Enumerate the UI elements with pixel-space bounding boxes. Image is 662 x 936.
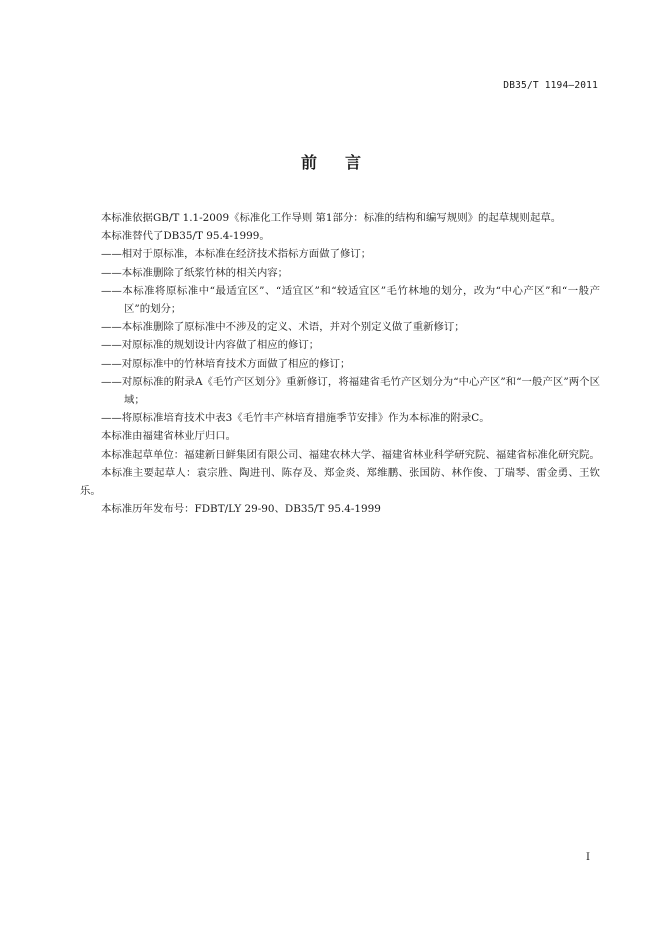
change-item: ——将原标准培育技术中表3《毛竹丰产林培育措施季节安排》作为本标准的附录C。 <box>101 412 490 425</box>
paragraph-drafting-basis: 本标准依据GB/T 1.1-2009《标准化工作导则 第1部分：标准的结构和编写规则》的起草规则起草。 <box>101 212 562 224</box>
page-title <box>0 150 662 173</box>
change-item: ——本标准删除了原标准中不涉及的定义、术语，并对个别定义做了重新修订； <box>101 321 465 334</box>
paragraph-history: 本标准历年发布号：FDBT/LY 29-90、DB35/T 95.4-1999 <box>101 503 381 516</box>
title-char-1: 前 <box>300 153 317 172</box>
paragraph-replaces: 本标准替代了DB35/T 95.4-1999。 <box>101 230 270 243</box>
change-item: ——对原标准的规划设计内容做了相应的修订； <box>101 339 320 352</box>
change-item: ——对原标准的附录A《毛竹产区划分》重新修订，将福建省毛竹产区划分为“中心产区”和“一般产区”两个区域； <box>101 375 600 407</box>
change-item: ——相对于原标准，本标准在经济技术指标方面做了修订； <box>101 248 372 261</box>
change-item: ——本标准将原标准中“最适宜区”、“适宜区”和“较适宜区”毛竹林地的划分，改为“中心产区”和“一般产区”的划分； <box>101 284 600 316</box>
foreword-body <box>80 209 600 518</box>
paragraph-drafters: 本标准主要起草人：袁宗胜、陶进刊、陈存及、郑金炎、郑维鹏、张国防、林作俊、丁瑞琴、雷金勇、王钦乐。 <box>80 466 600 498</box>
title-char-2: 言 <box>345 153 362 172</box>
paragraph-drafting-units: 本标准起草单位：福建新日鲜集团有限公司、福建农林大学、福建省林业科学研究院、福建省标准化研究院。 <box>101 448 600 461</box>
page-number: I <box>586 852 590 863</box>
paragraph-authority: 本标准由福建省林业厅归口。 <box>101 430 237 443</box>
standard-code: DB35/T 1194—2011 <box>503 80 598 91</box>
change-item: ——对原标准中的竹林培育技术方面做了相应的修订； <box>101 357 351 370</box>
change-item: ——本标准删除了纸浆竹林的相关内容； <box>101 266 289 279</box>
